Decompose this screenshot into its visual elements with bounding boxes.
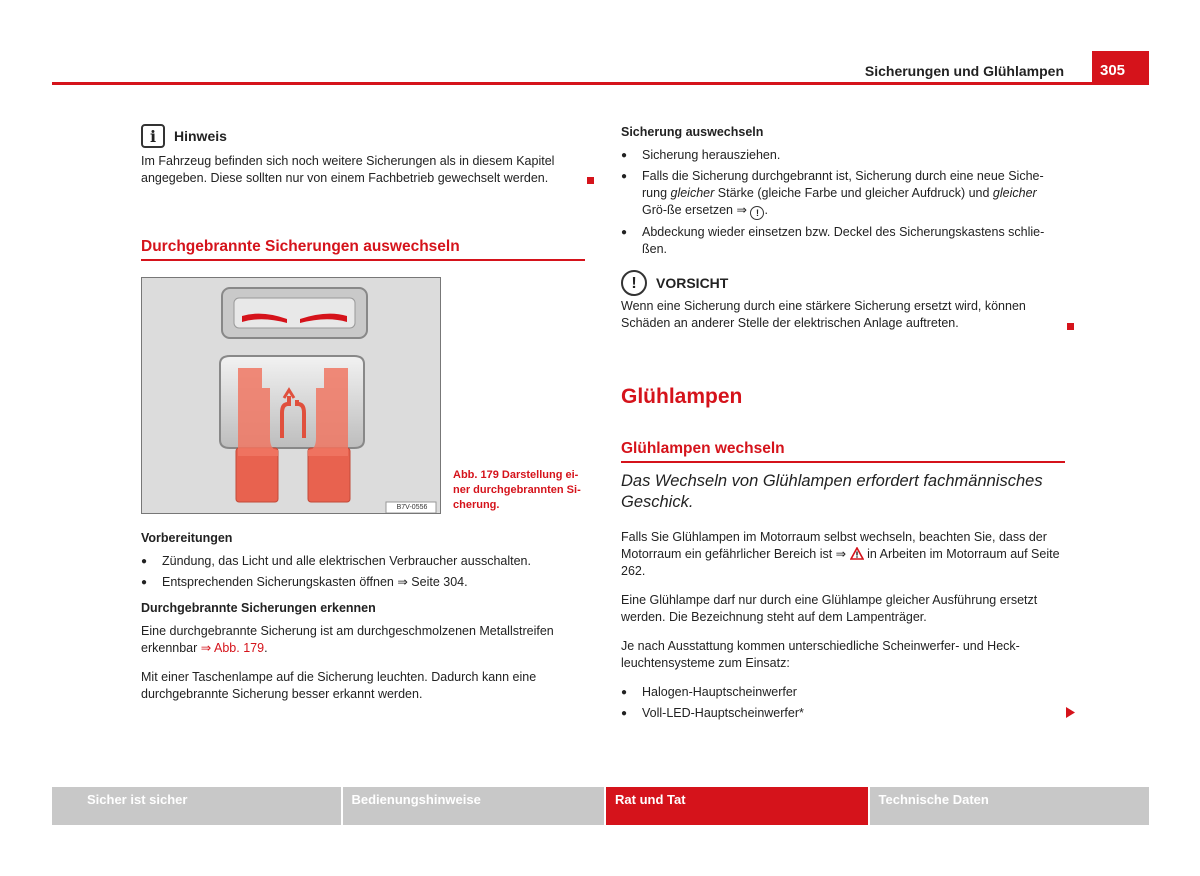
- figure-caption: Abb. 179 Darstellung ei- ner durchgebrannten Si- cherung.: [453, 469, 581, 511]
- tab-bedienungshinweise[interactable]: Bedienungshinweise: [343, 787, 605, 825]
- info-icon: i: [141, 124, 165, 148]
- note-text: Im Fahrzeug befinden sich noch weitere Sicherungen als in diesem Kapitel angegeben. Diese sollten nur von einem Fachbetrieb gewechselt werden.: [141, 154, 555, 185]
- tab-technische-daten[interactable]: Technische Daten: [870, 787, 1149, 825]
- blown-fuse-illustration: [142, 278, 440, 513]
- note-box: [141, 124, 585, 187]
- caution-ref-icon[interactable]: !: [750, 206, 764, 220]
- continue-arrow-icon: [1066, 707, 1075, 718]
- chapter-title: Glühlampen: [621, 385, 743, 408]
- tab-rat-und-tat[interactable]: Rat und Tat: [606, 787, 868, 825]
- replace-item: ● Sicherung herausziehen.: [621, 147, 1065, 164]
- exclamation-circle-icon: !: [621, 270, 647, 296]
- warning-triangle-icon[interactable]: [850, 547, 864, 560]
- section-title-bulbs: Glühlampen wechseln: [621, 440, 1065, 463]
- prep-item: ● Zündung, das Licht und alle elektrischen Verbraucher ausschalten.: [141, 553, 585, 570]
- bulbs-body: [621, 529, 1065, 726]
- prep-item: ● Entsprechenden Sicherungskasten öffnen ⇒ Seite 304.: [141, 574, 585, 591]
- section-title-fuses: Durchgebrannte Sicherungen auswechseln: [141, 238, 585, 261]
- figure-code: B7V-0556: [396, 504, 428, 511]
- caution-heading: [621, 270, 1065, 296]
- replace-item: ● Falls die Sicherung durchgebrannt ist, Sicherung durch eine neue Siche-rung gleicher Stärke (gleiche Farbe und gleicher Aufdruck) und gleicher Grö-ße ersetzen ⇒ ! .: [621, 168, 1065, 220]
- lead-text: Das Wechseln von Glühlampen erfordert fachmännisches Geschick.: [621, 472, 1043, 511]
- caution-heading-label: VORSICHT: [656, 274, 729, 291]
- list-item: ● Halogen-Hauptscheinwerfer: [621, 684, 1065, 701]
- running-header: Sicherungen und Glühlampen: [864, 63, 1064, 79]
- replace-block: [621, 124, 1065, 262]
- replace-heading: Sicherung auswechseln: [621, 125, 764, 139]
- note-heading-label: Hinweis: [174, 127, 227, 144]
- tab-sicher-ist-sicher[interactable]: Sicher ist sicher: [52, 787, 341, 825]
- detect-heading: Durchgebrannte Sicherungen erkennen: [141, 601, 376, 615]
- replace-item: ● Abdeckung wieder einsetzen bzw. Deckel des Sicherungskastens schlie-ßen.: [621, 224, 1065, 258]
- detect-paragraph: Eine durchgebrannte Sicherung ist am durchgeschmolzenen Metallstreifen erkennbar ⇒ Abb. 179.: [141, 624, 554, 655]
- end-marker: [1067, 323, 1074, 330]
- systems-list: [621, 684, 1065, 722]
- engine-bay-paragraph: Falls Sie Glühlampen im Motorraum selbst wechseln, beachten Sie, dass der Motorraum ein gefährlicher Bereich ist ⇒ in Arbeiten im Motorraum auf Seite 262.: [621, 530, 1060, 578]
- systems-paragraph: Je nach Ausstattung kommen unterschiedliche Scheinwerfer- und Heck-leuchtensysteme zum Einsatz:: [621, 639, 1020, 670]
- caution-box: [621, 270, 1065, 332]
- prep-heading: Vorbereitungen: [141, 531, 233, 545]
- end-marker: [587, 177, 594, 184]
- list-item: ● Voll-LED-Hauptscheinwerfer*: [621, 705, 1065, 722]
- flashlight-paragraph: Mit einer Taschenlampe auf die Sicherung leuchten. Dadurch kann eine durchgebrannte Sicherung besser erkannt werden.: [141, 670, 537, 701]
- same-type-paragraph: Eine Glühlampe darf nur durch eine Glühlampe gleicher Ausführung ersetzt werden. Die Bezeichnung steht auf dem Lampenträger.: [621, 593, 1038, 624]
- preparation-block: [141, 530, 585, 703]
- note-heading: [141, 124, 585, 148]
- chapter-tabs: [52, 787, 1149, 825]
- caution-text: Wenn eine Sicherung durch eine stärkere Sicherung ersetzt wird, können Schäden an anderer Stelle der elektrischen Anlage auftreten.: [621, 299, 1026, 330]
- page-number: 305: [1092, 51, 1149, 85]
- figure-link[interactable]: ⇒ Abb. 179: [200, 641, 265, 655]
- fuse-figure: [141, 277, 441, 514]
- header-rule: [52, 82, 1149, 85]
